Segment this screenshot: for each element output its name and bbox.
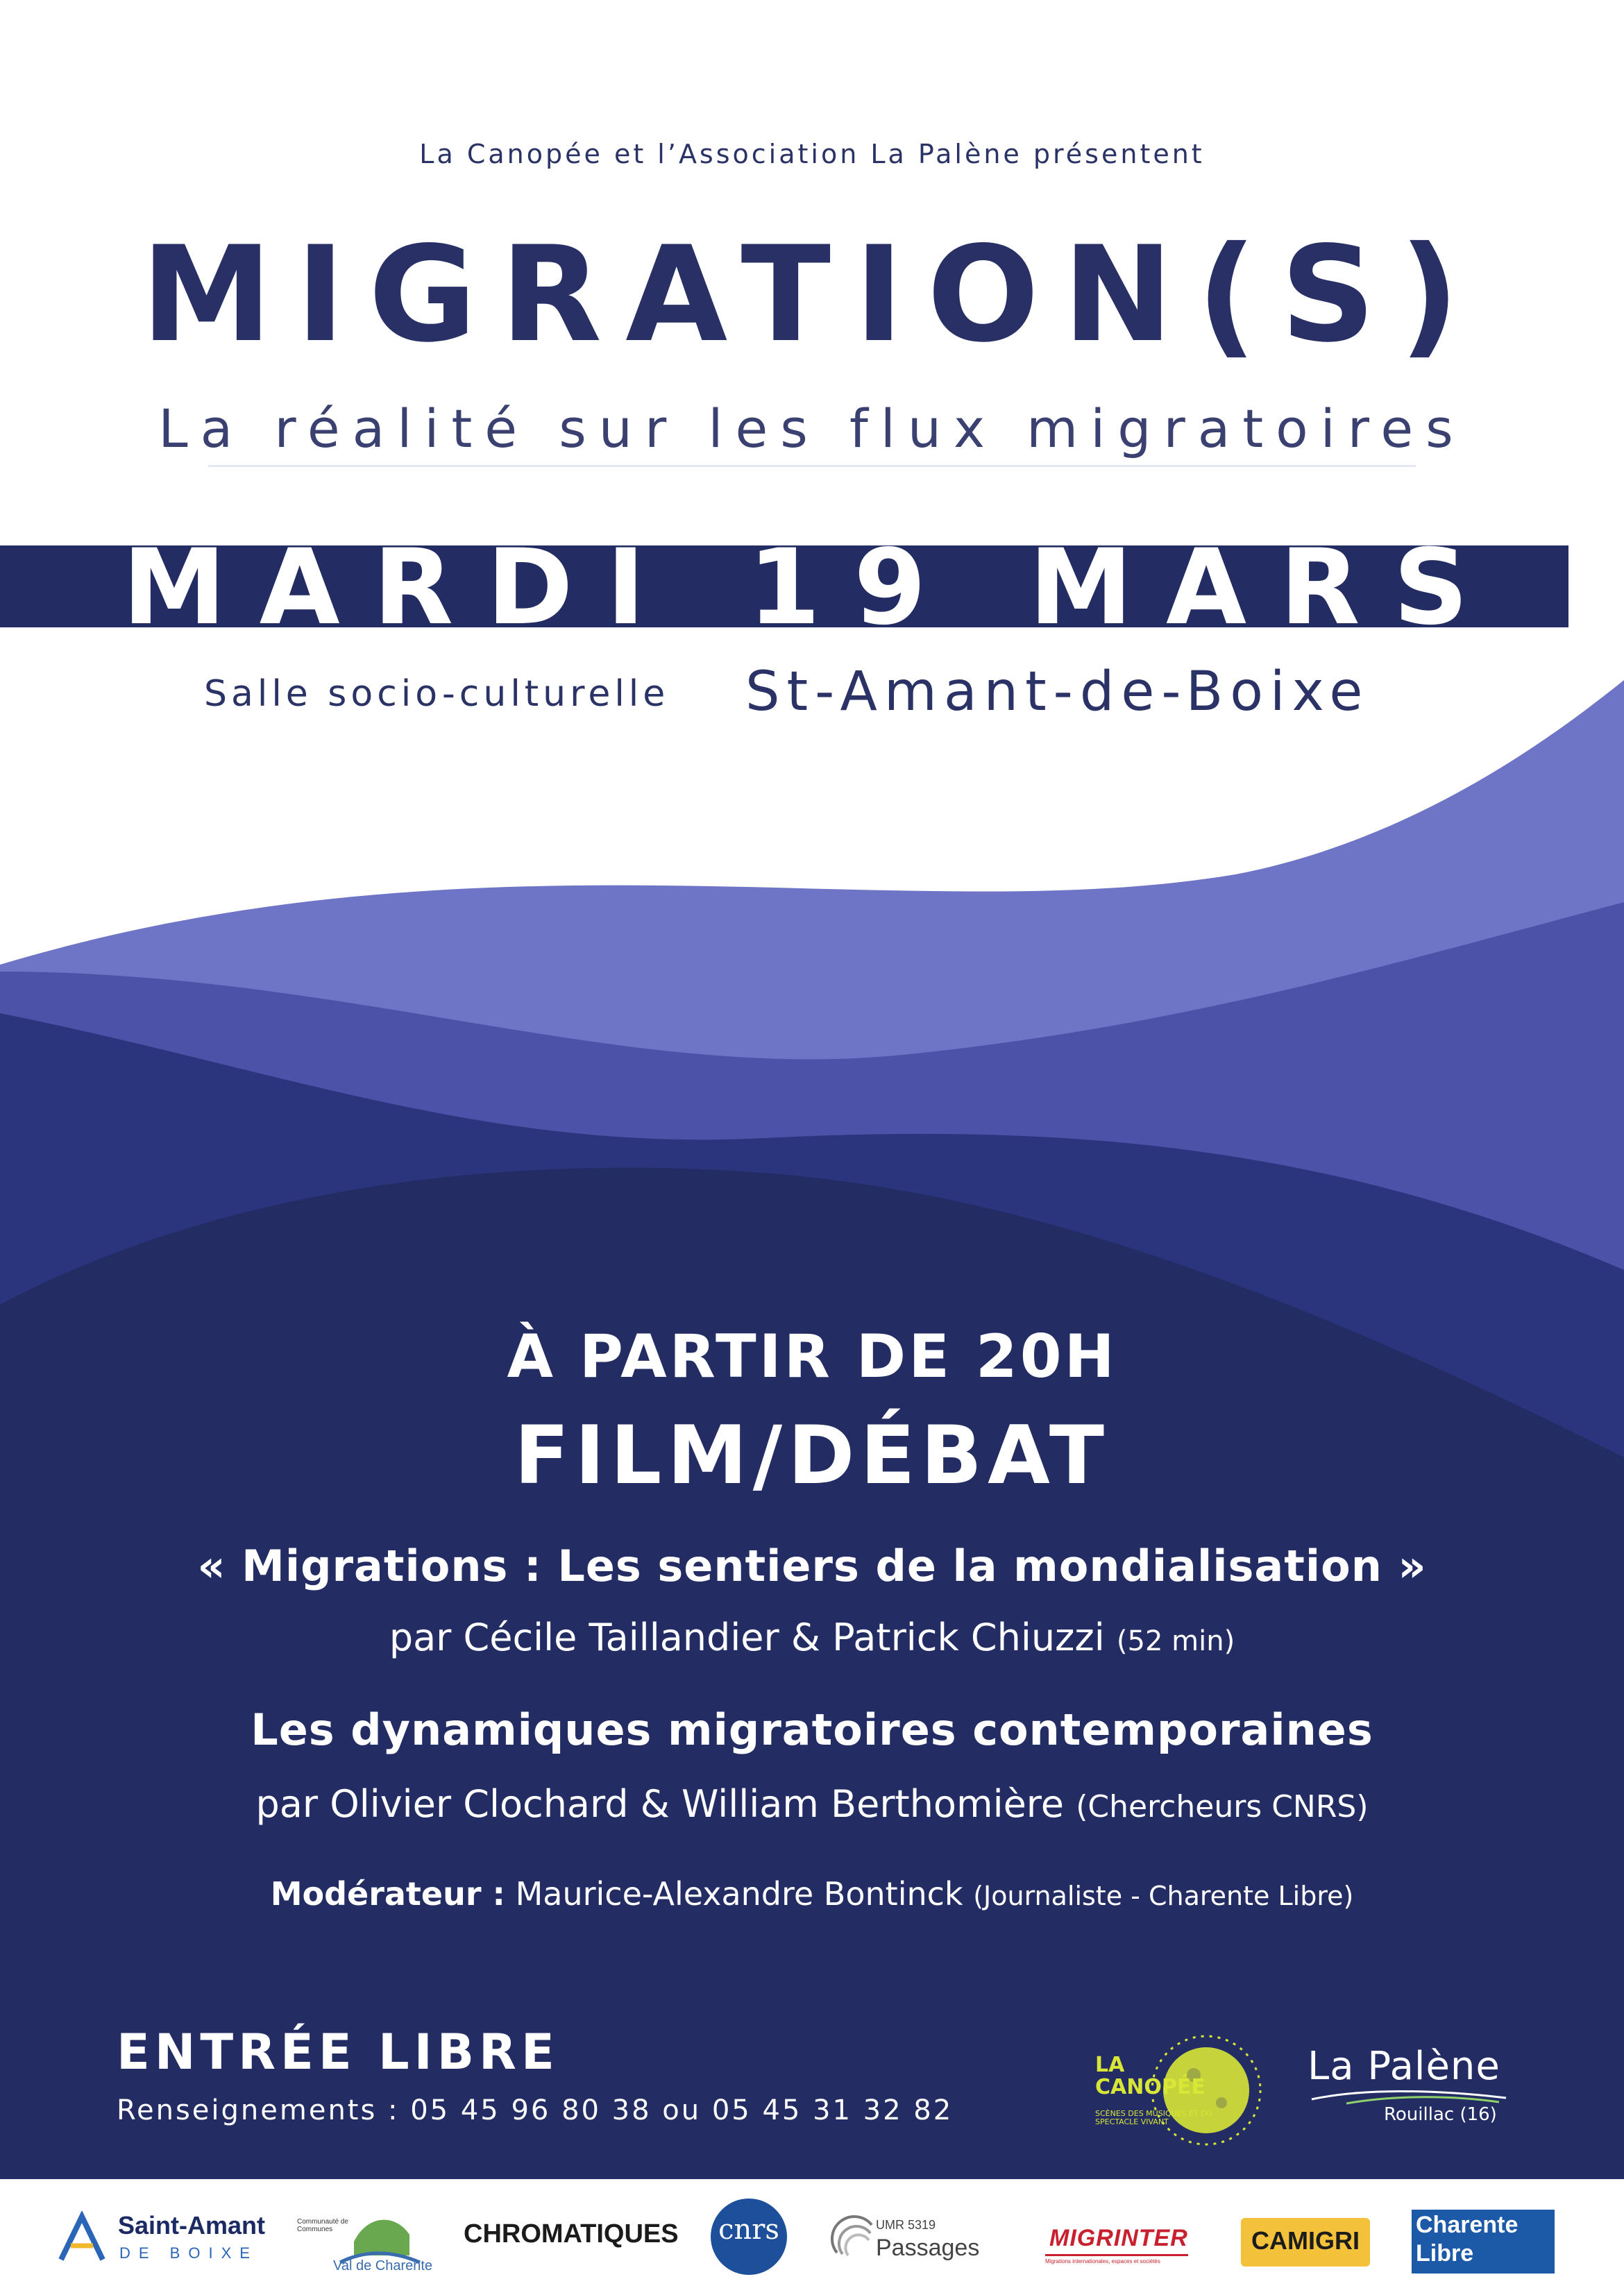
entry-free: ENTRÉE LIBRE — [117, 2024, 559, 2081]
camigri-logo: CAMIGRI — [1251, 2226, 1360, 2255]
canopee-tagline: SCÈNES DES MUSIQUES ET DU SPECTACLE VIVANT — [1095, 2109, 1212, 2127]
saint-amant-logo: Saint-Amant — [118, 2211, 266, 2239]
passages-umr: UMR 5319 — [876, 2218, 936, 2232]
moderator-line — [0, 1875, 1624, 1913]
migrinter-underline — [1045, 2254, 1188, 2256]
migrinter-tagline: Migrations internationales, espaces et sociétés — [1045, 2258, 1160, 2264]
canopee-line2: CANOPÉE — [1095, 2074, 1206, 2099]
moderator-name: Maurice-Alexandre Bontinck — [515, 1875, 963, 1913]
canopee-line1: LA — [1095, 2053, 1125, 2077]
venue-label: Salle socio-culturelle — [204, 673, 670, 715]
canopee-wordmark — [1095, 2054, 1206, 2098]
chromatiques-logo: CHROMATIQUES — [464, 2219, 679, 2249]
film-duration: (52 min) — [1116, 1625, 1235, 1657]
moderator-label: Modérateur : — [270, 1875, 505, 1913]
val-de-charente-small: Communauté de Communes — [297, 2218, 348, 2233]
passages-logo: Passages — [876, 2235, 980, 2261]
debate-authors: par Olivier Clochard & William Berthomière — [255, 1782, 1065, 1826]
poster-subtitle: La réalité sur les flux migratoires — [158, 398, 1466, 459]
moderator-role: (Journaliste - Charente Libre) — [973, 1881, 1354, 1911]
venue-place: St-Amant-de-Boixe — [745, 661, 1370, 723]
cnrs-logo: cnrs — [718, 2214, 779, 2246]
poster-title: MIGRATION(S) — [141, 218, 1483, 371]
migrinter-logo: MIGRINTER — [1049, 2225, 1188, 2251]
saint-amant-logo-icon — [54, 2211, 110, 2267]
charente-libre-line2: Libre — [1416, 2239, 1474, 2267]
passages-logo-icon — [830, 2211, 879, 2260]
charente-libre-logo — [1416, 2211, 1518, 2268]
event-format: FILM/DÉBAT — [514, 1409, 1110, 1502]
film-authors: par Cécile Taillandier & Patrick Chiuzzi — [389, 1616, 1105, 1659]
charente-libre-line1: Charente — [1416, 2212, 1519, 2238]
palene-wordmark: La Palène — [1308, 2044, 1500, 2089]
palene-location: Rouillac (16) — [1384, 2104, 1497, 2125]
val-de-charente-logo: Val de Charente — [333, 2258, 433, 2273]
film-title: « Migrations : Les sentiers de la mondialisation » — [197, 1541, 1427, 1591]
contact-info: Renseignements : 05 45 96 80 38 ou 05 45 31 32 82 — [117, 2094, 954, 2126]
event-date: MARDI 19 MARS — [122, 527, 1502, 648]
debate-title: Les dynamiques migratoires contemporaines — [251, 1704, 1373, 1755]
palene-swoosh-icon — [1305, 2085, 1513, 2106]
start-time: À PARTIR DE 20H — [507, 1322, 1117, 1391]
presenters-line: La Canopée et l’Association La Palène présentent — [419, 139, 1205, 169]
subtitle-divider — [208, 465, 1416, 467]
debate-role: (Chercheurs CNRS) — [1076, 1789, 1369, 1824]
saint-amant-sub: DE BOIXE — [119, 2244, 258, 2262]
film-credits — [0, 1616, 1624, 1659]
debate-credits — [0, 1782, 1624, 1826]
